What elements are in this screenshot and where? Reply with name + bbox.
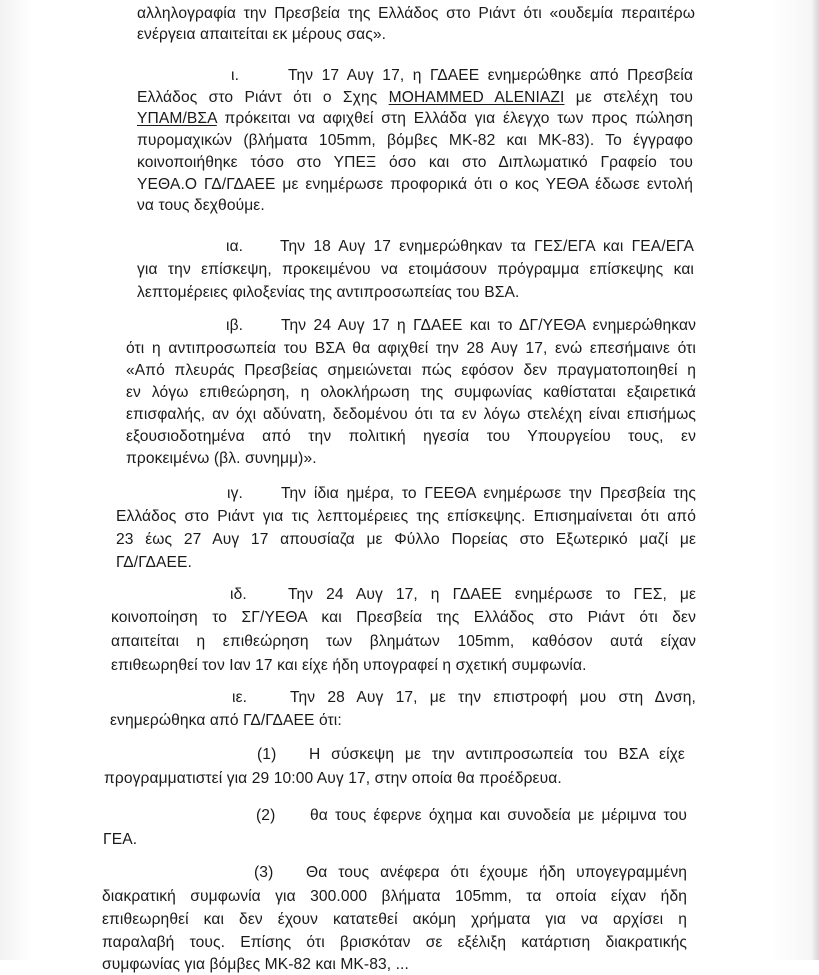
underlined-org: ΥΠΑΜ/ΒΣΑ (137, 110, 217, 127)
text-line: ΓΔ/ΓΔΑΕΕ. (116, 554, 192, 571)
text-line: Την 17 Αυγ 17, η ΓΔΑΕΕ ενημερώθηκε από Πρεσβεία (288, 67, 693, 84)
text-line: αλληλογραφία την Πρεσβεία της Ελλάδος στο Ριάντ ότι «ουδεμία περαιτέρω (137, 5, 695, 22)
text-line: Την 28 Αυγ 17, με την επιστροφή μου στη Δνση, (290, 689, 696, 706)
text-line: συμφωνίας για βόμβες ΜΚ-82 και ΜΚ-83, ... (102, 956, 409, 973)
text-line: για την επίσκεψη, προκειμένου να ετοιμάσουν πρόγραμμα επίσκεψης και (137, 261, 694, 278)
text-line: ΓΕΑ. (103, 831, 138, 848)
text-line: διακρατική συμφωνία για 300.000 βλήματα 105mm, τα οποία είχαν ήδη (102, 888, 687, 905)
paragraph-marker: ια. (226, 238, 244, 255)
text-line: Την 24 Αυγ 17 η ΓΔΑΕΕ και το ΔΓ/ΥΕΘΑ ενημερώθηκαν (281, 317, 696, 334)
text-line: κοινοποίηση το ΣΓ/ΥΕΘΑ και Πρεσβεία της Ελλάδος στο Ριάντ ότι δεν (111, 609, 696, 626)
text-line: Την 24 Αυγ 17, η ΓΔΑΕΕ ενημέρωσε το ΓΕΣ, με (288, 586, 696, 603)
text-line: επισφαλής, αν όχι αδύνατη, δεδομένου ότι τα εν λόγω στελέχη είναι επισήμως (126, 406, 696, 423)
underlined-name: MOHAMMED ALENIAZI (388, 89, 565, 106)
paragraph-marker: ι. (231, 67, 239, 84)
text-line: Την ίδια ημέρα, το ΓΕΕΘΑ ενημέρωσε την Πρεσβεία της (281, 485, 696, 502)
text-line: εν λόγω επιθεώρηση, η ολοκλήρωση της συμφωνίας καθίσταται εξαιρετικά (126, 384, 696, 401)
text-line: να τους δεχθούμε. (137, 197, 265, 214)
text-line: ΥΕΘΑ.Ο ΓΔ/ΓΔΑΕΕ με ενημέρωσε προφορικά ότι ο κος ΥΕΘΑ έδωσε εντολή (137, 176, 693, 193)
text-line: απαιτείται η επιθεώρηση των βλημάτων 105mm, καθόσον αυτά είχαν (111, 633, 696, 650)
text-line: προκειμένω (βλ. συνημμ)». (126, 450, 317, 467)
paragraph-marker: ιγ. (227, 485, 243, 502)
subparagraph-marker: (3) (254, 864, 274, 881)
subparagraph-marker: (1) (257, 746, 277, 763)
text-line: λεπτομέρειες φιλοξενίας της αντιπροσωπείας του ΒΣΑ. (137, 284, 520, 301)
text-line: παραλαβή τους. Επίσης ότι βρισκόταν σε εξέλιξη κατάρτιση διακρατικής (102, 934, 687, 951)
text-line: προγραμματιστεί για 29 10:00 Αυγ 17, στην οποία θα προέδρευα. (104, 770, 562, 787)
text-line: «Από πλευράς Πρεσβείας σημειώνεται πώς εφόσον δεν πραγματοποιηθεί η (126, 362, 696, 379)
text-line: πυρομαχικών (βλήματα 105mm, βόμβες ΜΚ-82 και ΜΚ-83). Το έγγραφο (137, 132, 693, 149)
text-line: ενημερώθηκα από ΓΔ/ΓΔΑΕΕ ότι: (110, 712, 342, 729)
text-line (137, 88, 693, 108)
text-line (137, 109, 693, 129)
text-line: εξουσιοδοτημένα από την πολιτική ηγεσία του Υπουργείου τους, εν (126, 428, 696, 445)
text-segment: πρόκειται να αφιχθεί στη Ελλάδα για έλεγχο των προς πώληση (216, 110, 693, 127)
paragraph-marker: ιδ. (230, 586, 247, 603)
text-line: Η σύσκεψη με την αντιπροσωπεία του ΒΣΑ είχε (309, 746, 685, 763)
text-line: Ελλάδος στο Ριάντ για τις λεπτομέρειες της επίσκεψης. Επισημαίνεται ότι από (116, 508, 696, 525)
text-segment: με στελέχη του (564, 89, 694, 106)
subparagraph-marker: (2) (256, 807, 276, 824)
paragraph-marker: ιε. (232, 689, 248, 706)
text-line: θα τους έφερνε όχημα και συνοδεία με μέριμνα του (310, 807, 687, 824)
paragraph-marker: ιβ. (226, 317, 244, 334)
text-line: Θα τους ανέφερα ότι έχουμε ήδη υπογεγραμμένη (306, 864, 687, 881)
text-line: 23 έως 27 Αυγ 17 απουσίαζα με Φύλλο Πορείας στο Εξωτερικό μαζί με (116, 531, 696, 548)
text-segment: Ελλάδος στο Ριάντ ότι ο Σχης (137, 89, 389, 106)
text-line: επιθεωρηθεί τον Ιαν 17 και είχε ήδη υπογραφεί η σχετική συμφωνία. (111, 657, 587, 674)
page-edge-shadow (811, 0, 819, 960)
text-line: επιθεωρηθεί και δεν έχουν κατατεθεί ακόμη χρήματα για να αρχίσει η (102, 911, 687, 928)
text-line: ότι η αντιπροσωπεία του ΒΣΑ θα αφιχθεί την 28 Αυγ 17, ενώ επεσήμαινε ότι (126, 340, 696, 357)
text-line: ενέργεια απαιτείται εκ μέρους σας». (137, 26, 387, 43)
text-line: κοινοποιήθηκε τόσο στο ΥΠΕΞ όσο και στο Διπλωματικό Γραφείο του (137, 154, 693, 171)
text-line: Την 18 Αυγ 17 ενημερώθηκαν τα ΓΕΣ/ΕΓΑ και ΓΕΑ/ΕΓΑ (280, 238, 694, 255)
